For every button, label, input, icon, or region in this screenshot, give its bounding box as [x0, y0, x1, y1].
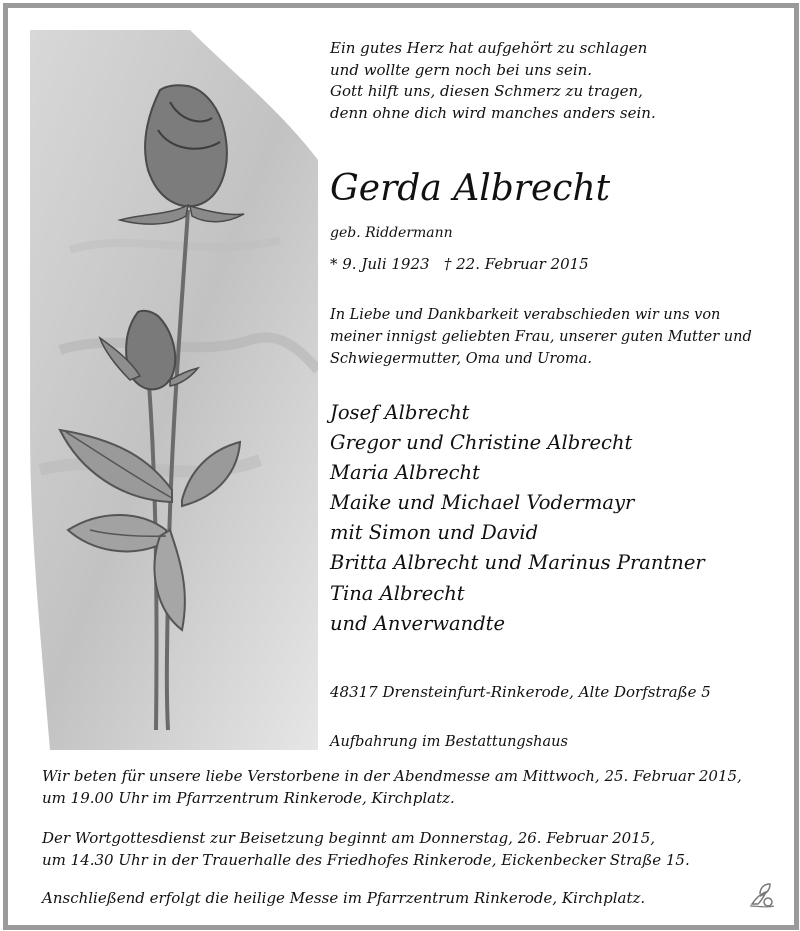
birth-name: geb. Riddermann	[330, 225, 453, 241]
mourner-entry: Josef Albrecht	[330, 401, 470, 424]
farewell-line: meiner innigst geliebten Frau, unserer guten Mutter und	[330, 329, 752, 345]
service-notice-followup	[42, 888, 645, 910]
farewell-line: In Liebe und Dankbarkeit verabschieden wir uns von	[330, 307, 721, 323]
mourner-entry: mit Simon und David	[330, 521, 539, 545]
mourners-list	[330, 398, 705, 639]
viewing-note: Aufbahrung im Bestattungshaus	[330, 734, 568, 750]
deceased-name: Gerda Albrecht	[330, 168, 611, 209]
poem-line: Ein gutes Herz hat aufgehört zu schlagen	[330, 39, 648, 57]
dove-logo-icon	[746, 880, 778, 912]
mourner-entry: und Anverwandte	[330, 611, 506, 635]
service-line: Anschließend erfolgt die heilige Messe im Pfarrzentrum Rinkerode, Kirchplatz.	[42, 889, 646, 907]
farewell-line: Schwiegermutter, Oma und Uroma.	[330, 351, 593, 367]
service-line: um 14.30 Uhr in der Trauerhalle des Friedhofes Rinkerode, Eickenbecker Straße 15.	[42, 850, 690, 869]
obituary-card	[3, 3, 799, 930]
mourner-entry: Maike und Michael Vodermayr	[330, 491, 635, 515]
rose-illustration	[30, 30, 318, 750]
mourner-entry: Tina Albrecht	[330, 581, 465, 605]
service-line: Der Wortgottesdienst zur Beisetzung beginnt am Donnerstag, 26. Februar 2015,	[42, 829, 656, 847]
poem-line: und wollte gern noch bei uns sein.	[330, 60, 593, 79]
family-address: 48317 Drensteinfurt-Rinkerode, Alte Dorfstraße 5	[330, 683, 711, 701]
service-notice-mass	[42, 766, 742, 809]
mourner-entry: Gregor und Christine Albrecht	[330, 431, 633, 455]
farewell-text	[330, 304, 752, 370]
poem-line: denn ohne dich wird manches anders sein.	[330, 103, 656, 122]
poem-line: Gott hilft uns, diesen Schmerz zu tragen,	[330, 82, 643, 100]
service-line: Wir beten für unsere liebe Verstorbene in der Abendmesse am Mittwoch, 25. Februar 2015,	[42, 767, 742, 785]
life-dates: * 9. Juli 1923 † 22. Februar 2015	[330, 255, 589, 273]
mourner-entry: Maria Albrecht	[330, 461, 480, 485]
mourner-entry: Britta Albrecht und Marinus Prantner	[330, 551, 705, 575]
service-line: um 19.00 Uhr im Pfarrzentrum Rinkerode, Kirchplatz.	[42, 788, 455, 807]
service-notice-burial	[42, 828, 690, 871]
poem	[330, 38, 656, 124]
